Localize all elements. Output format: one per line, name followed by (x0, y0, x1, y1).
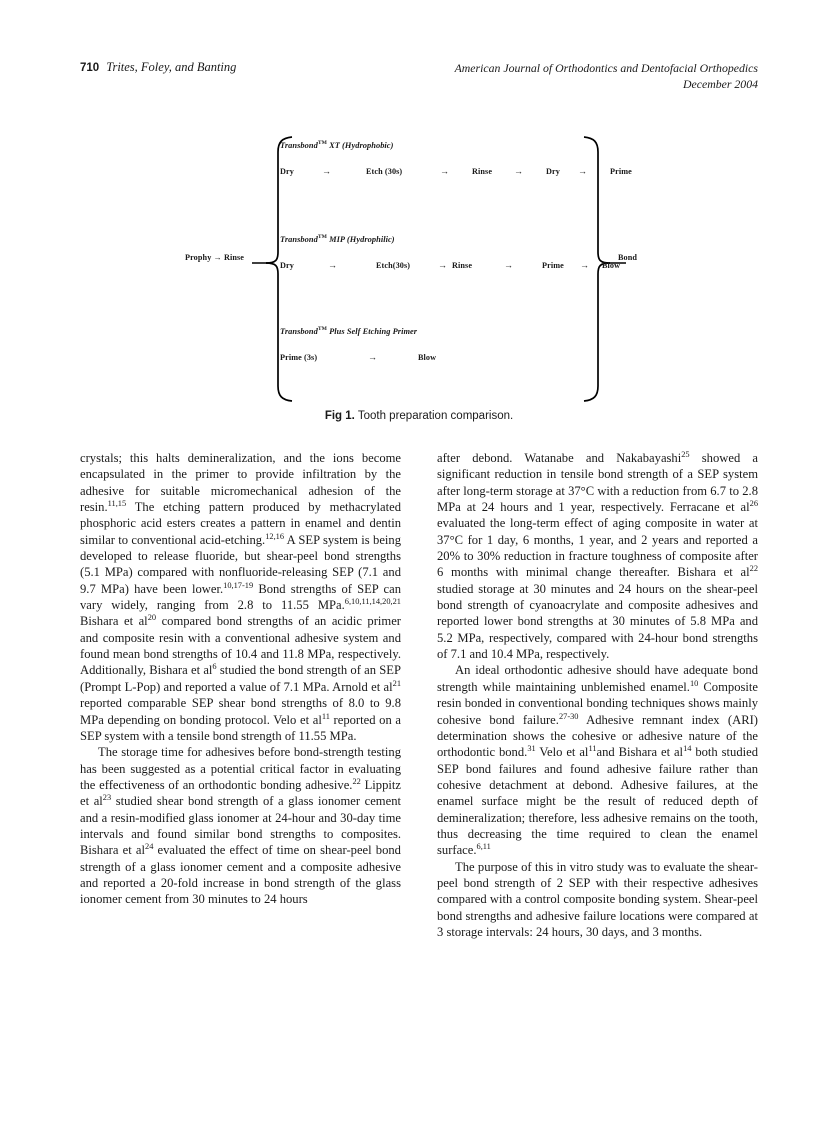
diagram-entry-label: Prophy → Rinse (185, 253, 245, 262)
step-label: Rinse (452, 260, 473, 270)
figure-caption-text: Tooth preparation comparison. (357, 410, 514, 422)
body-text-run: The purpose of this in vitro study was to evaluate the shear-peel bond strength of 2 SEP with their respective adhesives compared with a control composite bonding system. Shear-peel bond strengths and adhesive failure locations were compared at 3 storage intervals: 24 hours, 30 days, and 3 months. (437, 859, 758, 939)
pathway-title-rest: Plus Self Etching Primer (326, 326, 418, 336)
trademark-icon: TM (317, 234, 327, 240)
issue-date: December 2004 (682, 77, 758, 91)
reference-superscript: 12,16 (265, 531, 285, 541)
reference-superscript: 11,15 (107, 498, 127, 508)
step-label: Prime (3s) (280, 352, 318, 362)
body-text-run: Adhesive remnant index (ARI) determination shows the cohesive or adhesive nature of the orthodontic bond. (437, 712, 759, 760)
pathway-steps (280, 260, 650, 270)
step-label: Dry (280, 166, 294, 176)
body-text-run: Composite resin bonded in conventional bonding techniques shows mainly cohesive bond failure. (437, 679, 758, 727)
step-label: Rinse (472, 166, 493, 176)
pathway-title (280, 234, 650, 244)
reference-superscript: 31 (527, 744, 536, 753)
body-text-run: and Bishara et al (596, 745, 684, 760)
body-text-run: Bishara et al (80, 614, 148, 629)
step-label: Dry (280, 260, 294, 270)
pathway-transbond-mip (280, 234, 650, 270)
reference-superscript: 10 (689, 678, 699, 688)
left-text-column (80, 450, 401, 940)
body-text-run: evaluated the effect of time on shear-peel bond strength of a glass ionomer cement and a composite adhesive and reported a 20-fold increase in bond strength of the glass ionomer cement from 30 minutes to 24 hours (80, 843, 401, 907)
pathway-title-brand: Transbond (280, 326, 318, 336)
step-label: Blow (418, 352, 437, 362)
body-text-run: studied shear bond strength of a glass ionomer cement and a resin-modified glass ionomer at 24-hour and 30-day time intervals and found similar bond strengths to composites. Bishara et al (80, 794, 401, 858)
figure-1 (80, 128, 758, 428)
body-text-run: reported comparable SEP shear bond strengths of 8.0 to 9.8 MPa depending on bonding protocol. Velo et al (80, 696, 401, 727)
reference-superscript: 11 (588, 744, 597, 753)
reference-superscript: 6,11 (476, 842, 491, 852)
body-paragraph (80, 450, 401, 744)
reference-superscript: 26 (749, 498, 758, 508)
right-text-column (437, 450, 758, 940)
pathway-title (280, 326, 650, 336)
pathway-transbond-xt (280, 140, 650, 176)
arrow-icon: → (578, 165, 587, 176)
arrow-icon: → (514, 165, 523, 176)
body-paragraph (437, 859, 758, 941)
body-text-run: both studied SEP bond failures and found adhesive failure rather than cohesive detachment at debond. Adhesive failures, at the enamel surface might be the result of reduced depth of demineralization; therefore, less adhesive remains on the tooth, thus decreasing the time required to clean the enamel surface. (437, 745, 759, 858)
reference-superscript: 10,17-19 (223, 580, 254, 590)
figure-number: Fig 1. (324, 410, 355, 422)
diagram-exit-label: Bond (618, 253, 638, 262)
journal-title: American Journal of Orthodontics and Dentofacial Orthopedics (454, 61, 758, 75)
reference-superscript: 22 (749, 564, 758, 574)
pathway-steps (280, 352, 650, 362)
arrow-icon: → (328, 259, 337, 270)
reference-superscript: 11 (321, 711, 330, 721)
body-text-run: The etching pattern produced by methacrylated phosphoric acid esters creates a pattern in enamel and dentin similar to conventional acid-etching. (80, 500, 401, 547)
body-text-run: showed a significant reduction in tensile bond strength of a SEP system after long-term storage at 37°C with a reduction from 6.7 to 2.8 MPa at 24 hours and 1 year, respectively. Ferracane et al (437, 451, 758, 515)
arrow-icon: → (368, 351, 377, 362)
pathway-title (280, 140, 650, 150)
pathway-title-brand: Transbond (280, 234, 318, 244)
pathway-title-brand: Transbond (280, 140, 318, 150)
running-head-right (455, 60, 758, 92)
arrow-icon: → (504, 259, 513, 270)
reference-superscript: 23 (102, 793, 112, 803)
reference-superscript: 6,10,11,14,20,21 (344, 596, 401, 606)
body-text-run: Lippitz et al (80, 777, 401, 809)
body-text-run: evaluated the long-term effect of aging composite in water at 37°C for 1 day, 6 months, 1 year, and 2 years and reported a 20% to 30% reduction in fracture toughness of composite after 6 months with minimal change thereafter. Bishara et al (437, 516, 758, 580)
reference-superscript: 21 (392, 678, 401, 688)
reference-superscript: 14 (683, 744, 692, 753)
running-head-left (80, 60, 236, 75)
body-text-run: A SEP system is being developed to release fluoride, but shear-peel bond strengths (5.1 MPa) compared with nonfluoride-releasing SEP (7.1 and 9.7 MPa) have been lower. (80, 532, 401, 596)
step-label: Prime (542, 260, 564, 270)
step-label: Blow (602, 260, 621, 270)
body-paragraph (437, 450, 758, 662)
body-text-run: The storage time for adhesives before bond-strength testing has been suggested as a potential critical factor in evaluating the effectiveness of an orthodontic bonding adhesive. (80, 745, 401, 792)
figure-caption (80, 410, 758, 422)
step-label: Etch (30s) (366, 166, 403, 176)
body-text-run: Velo et al (535, 745, 589, 760)
trademark-icon: TM (317, 140, 327, 146)
body-text-run: studied the bond strength of an SEP (Prompt L-Pop) and reported a value of 7.1 MPa. Arnold et al (80, 663, 401, 694)
body-text-run: studied storage at 30 minutes and 24 hours on the shear-peel bond strength of cyanoacrylate and composite adhesives and reported lower bond strengths at 30 minutes of 5.8 MPa and 5.2 MPa, respectively, compared with 24-hour bond strengths of 7.1 and 10.4 MPa, respectively. (437, 581, 758, 662)
body-text-run: An ideal orthodontic adhesive should have adequate bond strength while maintaining unblemished enamel. (437, 663, 758, 694)
reference-superscript: 6 (212, 662, 217, 672)
running-head (80, 60, 758, 100)
body-text-run: Bond strengths of SEP can vary widely, ranging from 2.8 to 11.55 MPa. (80, 581, 401, 613)
body-columns (80, 450, 758, 940)
body-text-run: compared bond strengths of an acidic primer and composite resin with a conventional adhesive system and found mean bond strengths of 10.4 and 11.8 MPa, respectively. Additionally, Bishara et al (80, 614, 401, 678)
reference-superscript: 24 (145, 842, 154, 852)
tooth-preparation-diagram (80, 128, 758, 406)
arrow-icon: → (440, 165, 449, 176)
reference-superscript: 27-30 (558, 711, 579, 721)
step-label: Prime (610, 166, 632, 176)
page-number: 710 (80, 62, 100, 74)
reference-superscript: 25 (681, 449, 690, 459)
pathway-title-rest: MIP (Hydrophilic) (326, 234, 395, 244)
step-label: Dry (546, 166, 560, 176)
body-text-run: reported on a SEP system with a tensile bond strength of 11.55 MPa. (80, 712, 401, 743)
reference-superscript: 22 (352, 776, 361, 786)
step-label: Etch(30s) (376, 260, 411, 270)
arrow-icon: → (438, 259, 447, 270)
pathway-title-rest: XT (Hydrophobic) (326, 140, 394, 150)
reference-superscript: 20 (147, 613, 157, 623)
pathway-transbond-plus-sep (280, 326, 650, 362)
body-text-run: after debond. Watanabe and Nakabayashi (437, 451, 682, 465)
arrow-icon: → (322, 165, 331, 176)
arrow-icon: → (580, 259, 589, 270)
body-paragraph (80, 744, 401, 907)
pathway-steps (280, 166, 650, 176)
trademark-icon: TM (317, 326, 327, 332)
running-head-authors: Trites, Foley, and Banting (106, 60, 237, 74)
body-paragraph (437, 662, 758, 858)
body-text-run: crystals; this halts demineralization, and the ions become encapsulated in the primer to provide infiltration by the adhesive for suitable micromechanical adhesion of the resin. (80, 451, 401, 515)
